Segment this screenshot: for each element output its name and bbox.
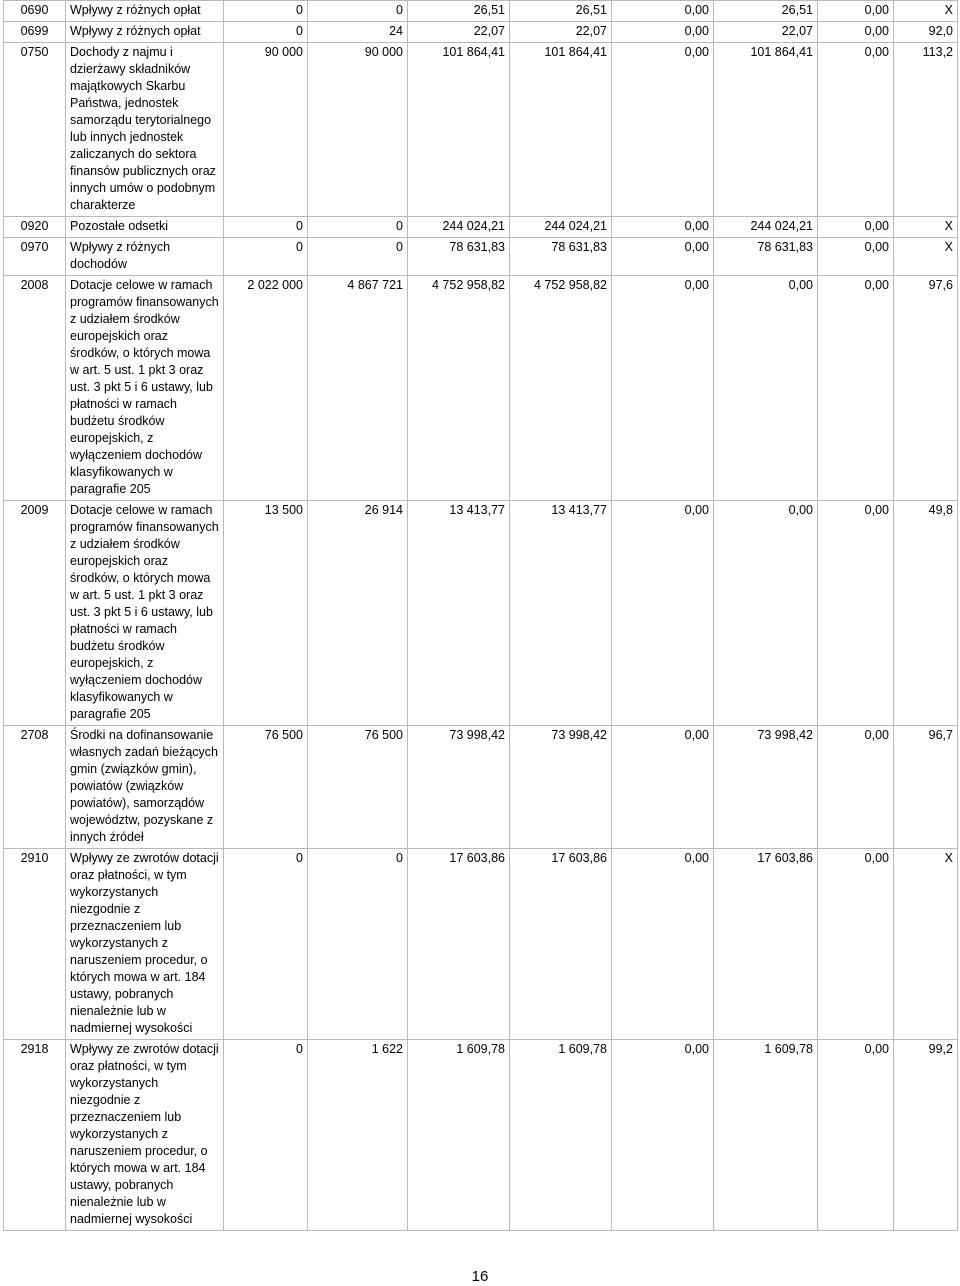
row-value: 0,00 [612, 217, 714, 238]
row-value: 0,00 [818, 22, 894, 43]
row-value: 1 609,78 [510, 1040, 612, 1231]
row-value: 17 603,86 [714, 849, 818, 1040]
row-value: 0,00 [612, 238, 714, 276]
row-value: 0,00 [818, 1, 894, 22]
row-name: Wpływy ze zwrotów dotacji oraz płatności, w tym wykorzystanych niezgodnie z przeznaczeniem lub wykorzystanych z naruszeniem procedur, o których mowa w art. 184 ustawy, pobranych nienależnie lub w nadmiernej wysokości [66, 1040, 224, 1231]
row-value: 26,51 [408, 1, 510, 22]
table-row [4, 22, 958, 43]
table-row [4, 238, 958, 276]
row-value: 26,51 [714, 1, 818, 22]
table-row [4, 849, 958, 1040]
table-row [4, 276, 958, 501]
row-value: X [894, 1, 958, 22]
row-value: 0,00 [818, 501, 894, 726]
table-row [4, 1, 958, 22]
row-value: 0,00 [612, 726, 714, 849]
page-number: 16 [471, 1268, 489, 1285]
row-value: 0,00 [612, 276, 714, 501]
row-value: 22,07 [714, 22, 818, 43]
row-value: 0,00 [818, 43, 894, 217]
row-name: Dotacje celowe w ramach programów finansowanych z udziałem środków europejskich oraz środków, o których mowa w art. 5 ust. 1 pkt 3 oraz ust. 3 pkt 5 i 6 ustawy, lub płatności w ramach budżetu środków europejskich, z wyłączeniem dochodów klasyfikowanych w paragrafie 205 [66, 501, 224, 726]
row-code: 0690 [4, 1, 66, 22]
row-value: 96,7 [894, 726, 958, 849]
row-code: 0920 [4, 217, 66, 238]
row-value: 244 024,21 [510, 217, 612, 238]
row-code: 2910 [4, 849, 66, 1040]
row-name: Środki na dofinansowanie własnych zadań bieżących gmin (związków gmin), powiatów (związków powiatów), samorządów województw, pozyskane z innych źródeł [66, 726, 224, 849]
row-value: 78 631,83 [408, 238, 510, 276]
row-code: 2708 [4, 726, 66, 849]
row-value: 13 413,77 [408, 501, 510, 726]
row-value: 13 500 [224, 501, 308, 726]
row-value: 13 413,77 [510, 501, 612, 726]
row-value: 73 998,42 [408, 726, 510, 849]
table-row [4, 217, 958, 238]
row-value: 0,00 [612, 43, 714, 217]
row-value: 17 603,86 [408, 849, 510, 1040]
row-value: 0,00 [818, 726, 894, 849]
row-name: Pozostałe odsetki [66, 217, 224, 238]
row-name: Wpływy z różnych dochodów [66, 238, 224, 276]
row-value: 0,00 [818, 276, 894, 501]
row-code: 2009 [4, 501, 66, 726]
row-name: Dochody z najmu i dzierżawy składników majątkowych Skarbu Państwa, jednostek samorządu terytorialnego lub innych jednostek zaliczanych do sektora finansów publicznych oraz innych umów o podobnym charakterze [66, 43, 224, 217]
row-value: 1 609,78 [714, 1040, 818, 1231]
row-value: 113,2 [894, 43, 958, 217]
row-value: 76 500 [224, 726, 308, 849]
row-value: 0 [224, 22, 308, 43]
budget-income-table [3, 0, 958, 1231]
table-row [4, 501, 958, 726]
row-value: 22,07 [510, 22, 612, 43]
row-value: 0 [308, 238, 408, 276]
row-code: 0699 [4, 22, 66, 43]
row-value: 244 024,21 [714, 217, 818, 238]
row-value: 0,00 [612, 501, 714, 726]
row-value: 0,00 [612, 22, 714, 43]
row-value: 17 603,86 [510, 849, 612, 1040]
row-value: 24 [308, 22, 408, 43]
row-code: 0750 [4, 43, 66, 217]
row-value: 76 500 [308, 726, 408, 849]
row-value: 0 [224, 238, 308, 276]
row-name: Wpływy ze zwrotów dotacji oraz płatności, w tym wykorzystanych niezgodnie z przeznaczeniem lub wykorzystanych z naruszeniem procedur, o których mowa w art. 184 ustawy, pobranych nienależnie lub w nadmiernej wysokości [66, 849, 224, 1040]
row-value: 73 998,42 [714, 726, 818, 849]
row-value: 0,00 [818, 217, 894, 238]
row-value: 78 631,83 [714, 238, 818, 276]
row-value: 0,00 [818, 238, 894, 276]
row-value: 1 622 [308, 1040, 408, 1231]
row-value: 0,00 [818, 849, 894, 1040]
table-row [4, 1040, 958, 1231]
row-value: 92,0 [894, 22, 958, 43]
row-value: 0 [308, 1, 408, 22]
row-value: 0,00 [818, 1040, 894, 1231]
row-value: 4 752 958,82 [408, 276, 510, 501]
row-code: 2918 [4, 1040, 66, 1231]
table-row [4, 726, 958, 849]
row-value: 49,8 [894, 501, 958, 726]
row-code: 0970 [4, 238, 66, 276]
row-code: 2008 [4, 276, 66, 501]
row-value: 0,00 [714, 276, 818, 501]
row-value: 4 752 958,82 [510, 276, 612, 501]
row-name: Wpływy z różnych opłat [66, 22, 224, 43]
row-value: 4 867 721 [308, 276, 408, 501]
row-value: 0 [308, 849, 408, 1040]
row-value: 78 631,83 [510, 238, 612, 276]
row-value: 101 864,41 [408, 43, 510, 217]
row-value: 26,51 [510, 1, 612, 22]
row-value: 0,00 [612, 1040, 714, 1231]
row-value: 73 998,42 [510, 726, 612, 849]
row-value: 22,07 [408, 22, 510, 43]
row-value: 0 [224, 217, 308, 238]
row-value: 0 [308, 217, 408, 238]
row-value: 99,2 [894, 1040, 958, 1231]
row-name: Dotacje celowe w ramach programów finansowanych z udziałem środków europejskich oraz środków, o których mowa w art. 5 ust. 1 pkt 3 oraz ust. 3 pkt 5 i 6 ustawy, lub płatności w ramach budżetu środków europejskich, z wyłączeniem dochodów klasyfikowanych w paragrafie 205 [66, 276, 224, 501]
table-row [4, 43, 958, 217]
row-name: Wpływy z różnych opłat [66, 1, 224, 22]
row-value: 0,00 [612, 849, 714, 1040]
row-value: 26 914 [308, 501, 408, 726]
row-value: 101 864,41 [714, 43, 818, 217]
row-value: 1 609,78 [408, 1040, 510, 1231]
row-value: X [894, 849, 958, 1040]
row-value: 2 022 000 [224, 276, 308, 501]
row-value: 90 000 [308, 43, 408, 217]
row-value: 244 024,21 [408, 217, 510, 238]
row-value: 97,6 [894, 276, 958, 501]
row-value: 0 [224, 1, 308, 22]
row-value: X [894, 217, 958, 238]
row-value: 101 864,41 [510, 43, 612, 217]
row-value: 90 000 [224, 43, 308, 217]
row-value: 0 [224, 1040, 308, 1231]
row-value: X [894, 238, 958, 276]
row-value: 0 [224, 849, 308, 1040]
row-value: 0,00 [612, 1, 714, 22]
row-value: 0,00 [714, 501, 818, 726]
